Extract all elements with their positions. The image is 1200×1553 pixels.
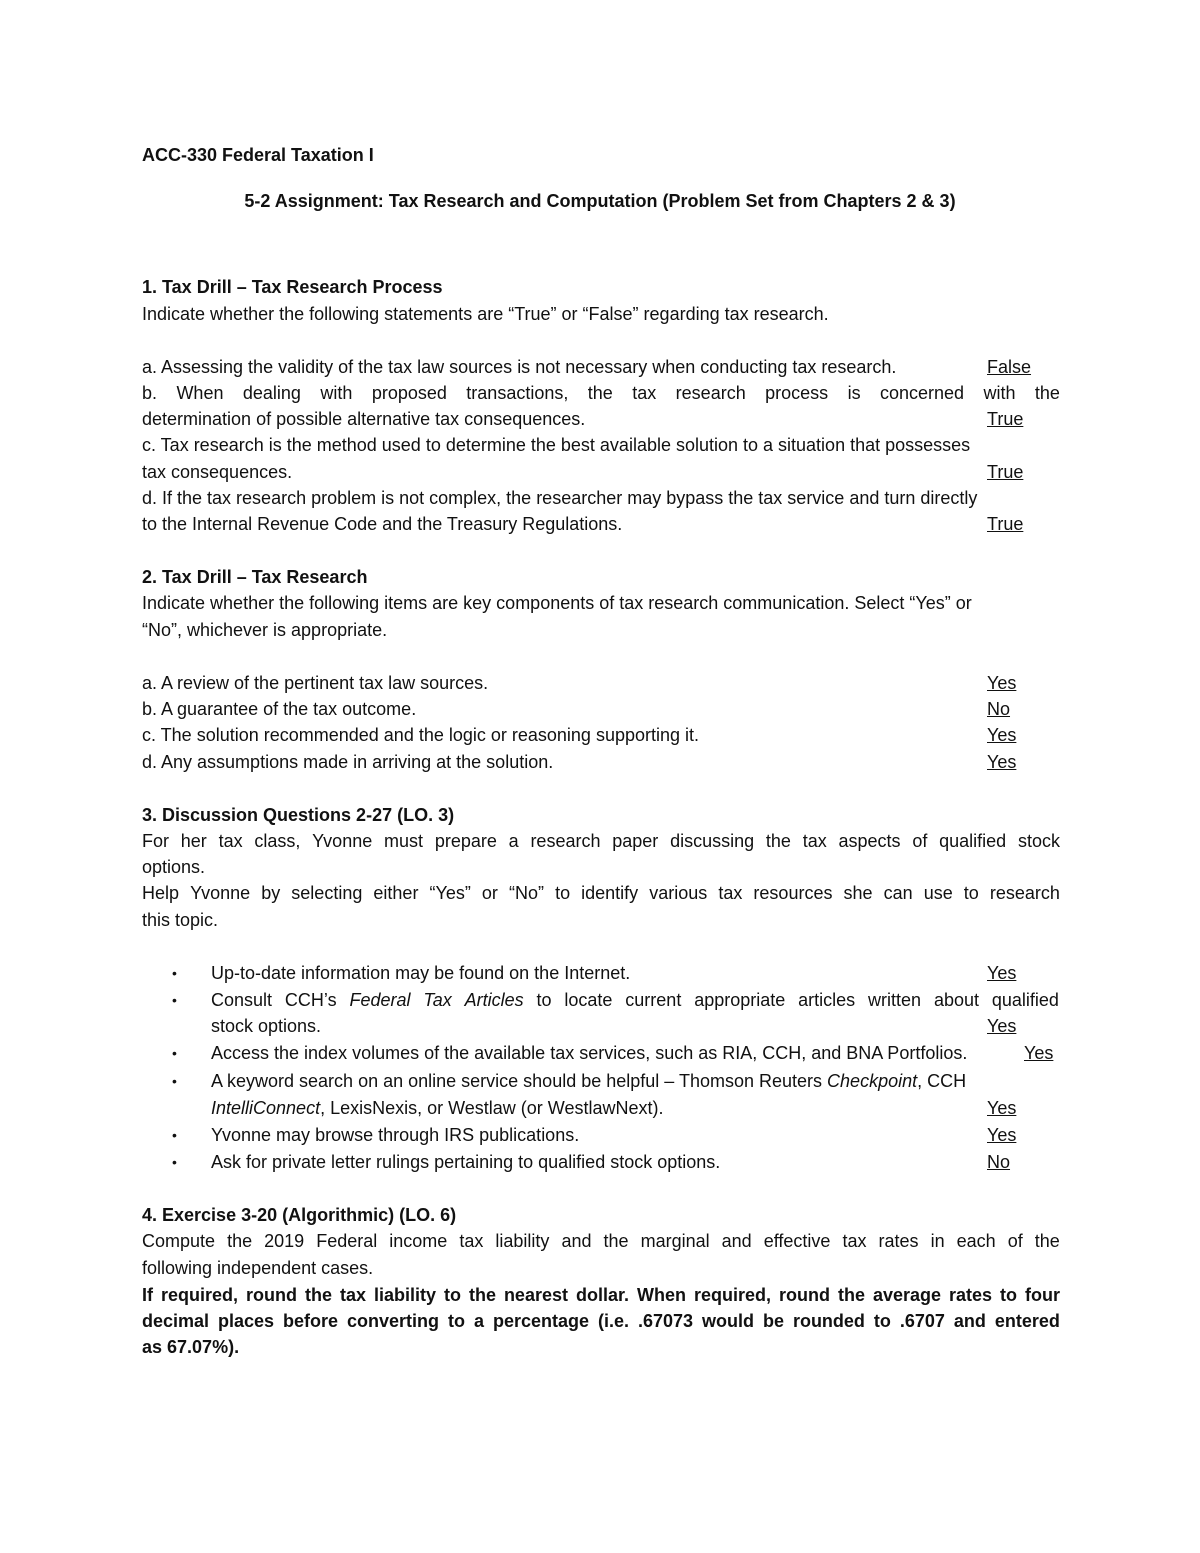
word: research: [530, 831, 601, 851]
word: to: [963, 883, 979, 903]
q1-heading: 1. Tax Drill – Tax Research Process: [142, 277, 443, 297]
q4-rounding-note-line1: [142, 1282, 1060, 1308]
word: her: [180, 831, 207, 851]
word: concerned: [880, 383, 965, 403]
word: the: [603, 1231, 629, 1251]
word: round: [778, 1285, 830, 1305]
word: stock: [1017, 831, 1060, 851]
word: “Yes”: [429, 883, 471, 903]
word: before: [283, 1311, 339, 1331]
word: the: [765, 831, 791, 851]
q3-bullet4-italic1: Checkpoint: [827, 1071, 918, 1091]
word: a: [508, 831, 519, 851]
q3-bullet4-italic2: IntelliConnect: [211, 1098, 321, 1118]
word: When: [636, 1285, 686, 1305]
word: can: [883, 883, 913, 903]
word: qualified: [939, 831, 1007, 851]
word: rates: [878, 1231, 919, 1251]
word: process: [765, 383, 829, 403]
q3-b5-answer: Yes: [987, 1125, 1017, 1145]
q3-bullet2-line2: stock options.: [211, 1016, 322, 1036]
word: entered: [994, 1311, 1060, 1331]
word: and: [953, 1311, 986, 1331]
q2-b-answer: No: [987, 699, 1011, 719]
word: rounded: [792, 1311, 865, 1331]
q2-d-answer: Yes: [987, 752, 1017, 772]
word: If: [142, 1285, 153, 1305]
q3-bullet4-post: , LexisNexis, or Westlaw (or WestlawNext).: [320, 1098, 664, 1118]
q3-bullet3: Access the index volumes of the available tax services, such as RIA, CCH, and BNA Portfolios.: [211, 1043, 968, 1063]
bullet-icon: •: [172, 1127, 177, 1143]
q1-item-c-line1: c. Tax research is the method used to determine the best available solution to a situation that possesses: [142, 435, 971, 455]
word: various: [649, 883, 708, 903]
q1-a-answer: False: [987, 357, 1032, 377]
word: “No”: [509, 883, 544, 903]
word: use: [923, 883, 953, 903]
word: tax: [218, 831, 243, 851]
word: liability: [495, 1231, 550, 1251]
word: proposed: [371, 383, 447, 403]
word: in: [930, 1231, 945, 1251]
word: the: [227, 1231, 253, 1251]
course-title: ACC-330 Federal Taxation I: [142, 145, 374, 165]
word: the: [468, 1285, 496, 1305]
word: or: [481, 883, 498, 903]
word: written: [868, 990, 922, 1010]
word: research: [675, 383, 746, 403]
q3-bullet4-line1: [211, 1068, 1059, 1094]
q1-item-b-line1: [142, 380, 1060, 406]
q1-item-a: a. Assessing the validity of the tax law sources is not necessary when conducting tax research.: [142, 357, 897, 377]
word: nearest: [503, 1285, 568, 1305]
q3-paragraph1-line1: [142, 828, 1060, 854]
q2-a-answer: Yes: [987, 673, 1017, 693]
q3-heading: 3. Discussion Questions 2-27 (LO. 3): [142, 805, 455, 825]
word: percentage: [492, 1311, 589, 1331]
word: to: [443, 1285, 461, 1305]
word: transactions,: [466, 383, 569, 403]
word: prepare: [434, 831, 497, 851]
word: average: [872, 1285, 941, 1305]
q2-item-b: b. A guarantee of the tax outcome.: [142, 699, 417, 719]
q2-item-c: c. The solution recommended and the logic or reasoning supporting it.: [142, 725, 699, 745]
word: For: [142, 831, 169, 851]
word: required,: [160, 1285, 239, 1305]
word: Consult: [211, 990, 273, 1010]
word: she: [843, 883, 873, 903]
q3-paragraph1-line2: options.: [142, 857, 206, 877]
q3-bullet4-line2: [211, 1095, 1059, 1121]
q3-paragraph2-line1: [142, 880, 1060, 906]
q3-bullet1: Up-to-date information may be found on the Internet.: [211, 963, 631, 983]
q4-instruction-line1: [142, 1228, 1060, 1254]
word: each: [956, 1231, 996, 1251]
word: tax: [632, 383, 657, 403]
word: places: [218, 1311, 275, 1331]
word: tax: [718, 883, 743, 903]
word: tax: [802, 831, 827, 851]
word: Articles: [464, 990, 524, 1010]
word: the: [304, 1285, 332, 1305]
word: would: [701, 1311, 754, 1331]
word: (i.e.: [597, 1311, 629, 1331]
word: Federal: [316, 1231, 378, 1251]
word: the: [1034, 383, 1060, 403]
word: resources: [753, 883, 833, 903]
q3-bullet6: Ask for private letter rulings pertaining to qualified stock options.: [211, 1152, 721, 1172]
word: must: [384, 831, 424, 851]
q1-b-answer: True: [987, 409, 1024, 429]
q1-item-d-line1: d. If the tax research problem is not complex, the researcher may bypass the tax service and turn directly: [142, 488, 978, 508]
word: rates: [948, 1285, 993, 1305]
word: of: [912, 831, 928, 851]
word: about: [933, 990, 979, 1010]
word: with: [320, 383, 353, 403]
word: class,: [254, 831, 301, 851]
word: Compute: [142, 1231, 216, 1251]
word: dollar.: [575, 1285, 629, 1305]
bullet-icon: •: [172, 992, 177, 1008]
word: and: [561, 1231, 592, 1251]
q1-c-answer: True: [987, 462, 1024, 482]
word: round: [246, 1285, 297, 1305]
q4-heading: 4. Exercise 3-20 (Algorithmic) (LO. 6): [142, 1205, 457, 1225]
word: research: [989, 883, 1060, 903]
word: current: [625, 990, 682, 1010]
word: tax: [339, 1285, 366, 1305]
q1-instruction: Indicate whether the following statements are “True” or “False” regarding tax research.: [142, 304, 829, 324]
word: 2019: [264, 1231, 305, 1251]
word: converting: [347, 1311, 440, 1331]
assignment-title: 5-2 Assignment: Tax Research and Computation (Problem Set from Chapters 2 & 3): [244, 191, 956, 211]
q3-b2-answer: Yes: [987, 1016, 1017, 1036]
q3-bullet4-mid: , CCH: [917, 1071, 967, 1091]
word: b.: [142, 383, 158, 403]
bullet-icon: •: [172, 1045, 177, 1061]
q3-bullet4-pre: A keyword search on an online service should be helpful – Thomson Reuters: [211, 1071, 823, 1091]
word: four: [1024, 1285, 1060, 1305]
q4-rounding-note-line3: as 67.07%).: [142, 1337, 240, 1357]
word: Federal: [349, 990, 411, 1010]
word: qualified: [991, 990, 1059, 1010]
word: Yvonne: [190, 883, 251, 903]
word: Yvonne: [312, 831, 373, 851]
word: required,: [693, 1285, 771, 1305]
word: to: [555, 883, 571, 903]
q2-item-a: a. A review of the pertinent tax law sources.: [142, 673, 489, 693]
word: be: [762, 1311, 784, 1331]
word: with: [983, 383, 1016, 403]
word: effective: [763, 1231, 831, 1251]
q1-item-d-line2: to the Internal Revenue Code and the Treasury Regulations.: [142, 514, 623, 534]
q3-bullet2-line1: [211, 987, 1059, 1013]
word: by: [261, 883, 281, 903]
q2-instruction-line2: “No”, whichever is appropriate.: [142, 620, 388, 640]
word: liability: [373, 1285, 436, 1305]
word: decimal: [142, 1311, 210, 1331]
bullet-icon: •: [172, 1154, 177, 1170]
word: of: [1007, 1231, 1023, 1251]
word: When: [176, 383, 224, 403]
q3-b6-answer: No: [987, 1152, 1011, 1172]
word: marginal: [640, 1231, 710, 1251]
word: tax: [842, 1231, 867, 1251]
word: identify: [581, 883, 639, 903]
q3-paragraph2-line2: this topic.: [142, 910, 219, 930]
q3-b4-answer: Yes: [987, 1098, 1017, 1118]
word: .67073: [637, 1311, 694, 1331]
q2-item-d: d. Any assumptions made in arriving at the solution.: [142, 752, 554, 772]
q4-instruction-line2: following independent cases.: [142, 1258, 374, 1278]
word: paper: [612, 831, 659, 851]
bullet-icon: •: [172, 1073, 177, 1089]
word: the: [1034, 1231, 1060, 1251]
q3-b3-answer: Yes: [1024, 1043, 1054, 1063]
word: Tax: [423, 990, 452, 1010]
word: to: [448, 1311, 465, 1331]
word: articles: [798, 990, 856, 1010]
q1-d-answer: True: [987, 514, 1024, 534]
word: Help: [142, 883, 180, 903]
word: appropriate: [694, 990, 786, 1010]
word: to: [536, 990, 552, 1010]
word: CCH’s: [284, 990, 337, 1010]
word: to: [873, 1311, 891, 1331]
q1-item-b-line2: determination of possible alternative tax consequences.: [142, 409, 586, 429]
q2-instruction-line1: Indicate whether the following items are key components of tax research communication. Select “Yes” or: [142, 593, 972, 613]
word: dealing: [242, 383, 301, 403]
q3-b1-answer: Yes: [987, 963, 1017, 983]
word: selecting: [291, 883, 363, 903]
q3-bullet5: Yvonne may browse through IRS publications.: [211, 1125, 580, 1145]
word: discussing: [670, 831, 755, 851]
q4-rounding-note-line2: [142, 1308, 1060, 1334]
bullet-icon: •: [172, 965, 177, 981]
word: tax: [459, 1231, 484, 1251]
word: income: [389, 1231, 448, 1251]
word: .6707: [899, 1311, 945, 1331]
q2-heading: 2. Tax Drill – Tax Research: [142, 567, 368, 587]
word: is: [847, 383, 861, 403]
word: the: [837, 1285, 865, 1305]
word: to: [1000, 1285, 1017, 1305]
word: aspects: [838, 831, 901, 851]
word: either: [373, 883, 419, 903]
word: a: [473, 1311, 484, 1331]
q1-item-c-line2: tax consequences.: [142, 462, 293, 482]
word: locate: [564, 990, 613, 1010]
word: the: [587, 383, 613, 403]
q2-c-answer: Yes: [987, 725, 1017, 745]
word: and: [721, 1231, 752, 1251]
